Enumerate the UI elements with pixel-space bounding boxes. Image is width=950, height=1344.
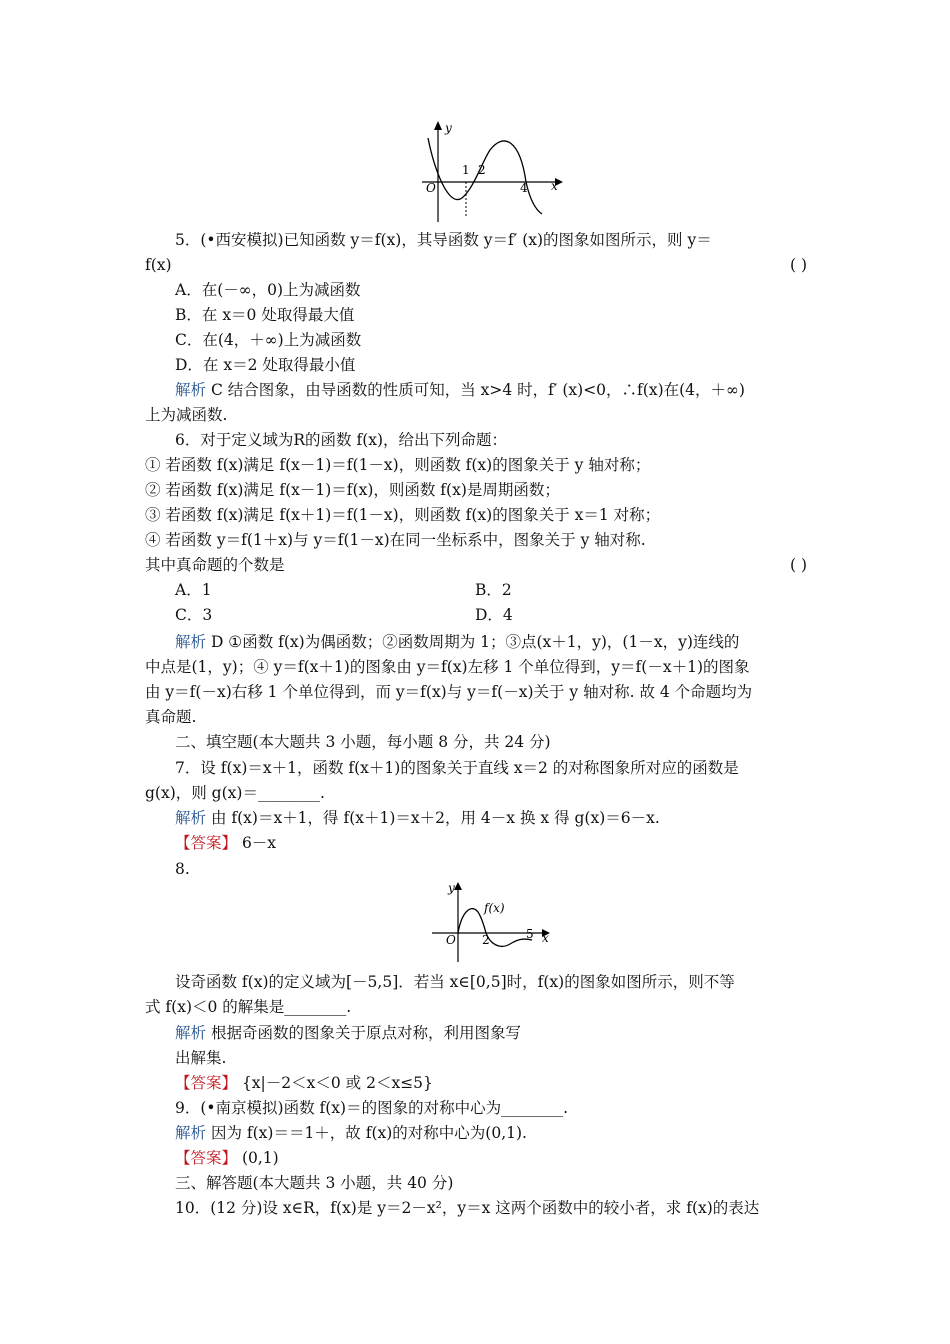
q5-stem-line1: 5．(•西安模拟)已知函数 y＝f(x)，其导函数 y＝f′ (x)的图象如图所示，则 y＝ xyxy=(175,231,712,249)
answer-tag: 【答案】 xyxy=(175,1074,238,1092)
y-label: y xyxy=(445,121,452,135)
q8-answer-text: {x|－2＜x＜0 或 2＜x≤5} xyxy=(237,1074,433,1092)
q8-analysis-line1 xyxy=(175,1021,837,1045)
q6-answer-paren: ( ) xyxy=(789,556,807,574)
tick-label-4: 4 xyxy=(520,181,528,195)
tick-label-5: 5 xyxy=(526,927,534,941)
q5-analysis-text: C 结合图象，由导函数的性质可知，当 x>4 时，f′ (x)<0，∴f(x)在(4，＋∞) xyxy=(206,381,745,399)
q6-proposition-4: ④ 若函数 y＝f(1＋x)与 y＝f(1－x)在同一坐标系中，图象关于 y 轴对称. xyxy=(145,531,646,549)
q6-option-b: B．2 xyxy=(475,581,512,599)
odd-function-graph xyxy=(428,878,558,964)
x-label: x xyxy=(551,179,558,193)
q9-analysis-text: 因为 f(x)＝＝1＋，故 f(x)的对称中心为(0,1). xyxy=(206,1124,527,1142)
y-label: y xyxy=(448,881,455,895)
origin-label: O xyxy=(446,933,456,947)
q5-option-b: B．在 x＝0 处取得最大值 xyxy=(175,306,355,324)
q7-stem-line1: 7．设 f(x)＝x＋1，函数 f(x＋1)的图象关于直线 x＝2 的对称图象所对应的函数是 xyxy=(175,759,739,777)
q5-option-c: C．在(4，＋∞)上为减函数 xyxy=(175,331,362,349)
q8-analysis-line2: 出解集. xyxy=(175,1049,227,1067)
q5-analysis-line1 xyxy=(175,378,837,402)
q6-option-d: D．4 xyxy=(475,606,513,624)
q8-stem-line1: 设奇函数 f(x)的定义域为[－5,5]．若当 x∈[0,5]时，f(x)的图象如图所示，则不等 xyxy=(175,973,735,991)
q6-proposition-1: ① 若函数 f(x)满足 f(x－1)＝f(1－x)，则函数 f(x)的图象关于 y 轴对称； xyxy=(145,456,651,474)
q9-answer-text: (0,1) xyxy=(237,1149,279,1167)
analysis-tag: 解析 xyxy=(175,381,207,399)
q5-option-a: A．在(－∞，0)上为减函数 xyxy=(175,281,361,299)
q6-question: 其中真命题的个数是 xyxy=(145,556,285,574)
q8-analysis-text: 根据奇函数的图象关于原点对称，利用图象写 xyxy=(206,1024,521,1042)
q5-answer-paren: ( ) xyxy=(789,256,807,274)
q6-proposition-3: ③ 若函数 f(x)满足 f(x＋1)＝f(1－x)，则函数 f(x)的图象关于 x＝1 对称； xyxy=(145,506,661,524)
q5-option-d: D．在 x＝2 处取得最小值 xyxy=(175,356,356,374)
q5-analysis-line2: 上为减函数. xyxy=(145,406,228,424)
curve-label: f(x) xyxy=(484,901,505,915)
q6-analysis-text: D ①函数 f(x)为偶函数；②函数周期为 1；③点(x＋1，y)，(1－x，y)连线的 xyxy=(206,633,740,651)
q6-analysis-line4: 真命题. xyxy=(145,708,197,726)
q10-stem: 10．(12 分)设 x∈R，f(x)是 y＝2－x²，y＝x 这两个函数中的较小者，求 f(x)的表达 xyxy=(175,1199,760,1217)
q6-analysis-line2: 中点是(1，y)；④ y＝f(x＋1)的图象由 y＝f(x)左移 1 个单位得到，y＝f(－x＋1)的图象 xyxy=(145,658,750,676)
derivative-graph xyxy=(420,118,570,226)
x-label: x xyxy=(542,931,549,945)
q6-analysis-line1 xyxy=(175,630,837,654)
q6-proposition-2: ② 若函数 f(x)满足 f(x－1)＝f(x)，则函数 f(x)是周期函数； xyxy=(145,481,560,499)
q5-stem-line2: f(x) xyxy=(145,256,172,274)
q7-answer xyxy=(175,831,837,855)
tick-label-2: 2 xyxy=(482,933,490,947)
y-axis-arrow xyxy=(454,882,462,890)
analysis-tag: 解析 xyxy=(175,1124,207,1142)
q7-stem-line2: g(x)，则 g(x)＝________. xyxy=(145,784,325,802)
origin-label: O xyxy=(426,181,436,195)
section-2-heading: 二、填空题(本大题共 3 小题，每小题 8 分，共 24 分) xyxy=(175,733,551,751)
q8-answer xyxy=(175,1071,837,1095)
tick-label-2: 2 xyxy=(478,163,486,177)
answer-tag: 【答案】 xyxy=(175,834,238,852)
q6-analysis-line3: 由 y＝f(－x)右移 1 个单位得到，而 y＝f(x)与 y＝f(－x)关于 y 轴对称. 故 4 个命题均为 xyxy=(145,683,753,701)
analysis-tag: 解析 xyxy=(175,1024,207,1042)
analysis-tag: 解析 xyxy=(175,809,207,827)
tick-label-1: 1 xyxy=(462,163,470,177)
q9-analysis xyxy=(175,1121,837,1145)
q6-option-a: A．1 xyxy=(175,581,212,599)
answer-tag: 【答案】 xyxy=(175,1149,238,1167)
q7-analysis-text: 由 f(x)＝x＋1，得 f(x＋1)＝x＋2，用 4－x 换 x 得 g(x)＝6－x. xyxy=(206,809,660,827)
q9-stem: 9．(•南京模拟)函数 f(x)＝的图象的对称中心为________. xyxy=(175,1099,569,1117)
q7-analysis xyxy=(175,806,837,830)
q8-stem-line2: 式 f(x)＜0 的解集是________. xyxy=(145,998,352,1016)
q8-number: 8. xyxy=(175,860,190,878)
section-3-heading: 三、解答题(本大题共 3 小题，共 40 分) xyxy=(175,1174,454,1192)
y-axis-arrow xyxy=(434,121,442,130)
q7-answer-text: 6－x xyxy=(237,834,277,852)
q6-option-c: C．3 xyxy=(175,606,213,624)
analysis-tag: 解析 xyxy=(175,633,207,651)
q6-stem: 6．对于定义域为R的函数 f(x)，给出下列命题： xyxy=(175,431,508,449)
q9-answer xyxy=(175,1146,837,1170)
